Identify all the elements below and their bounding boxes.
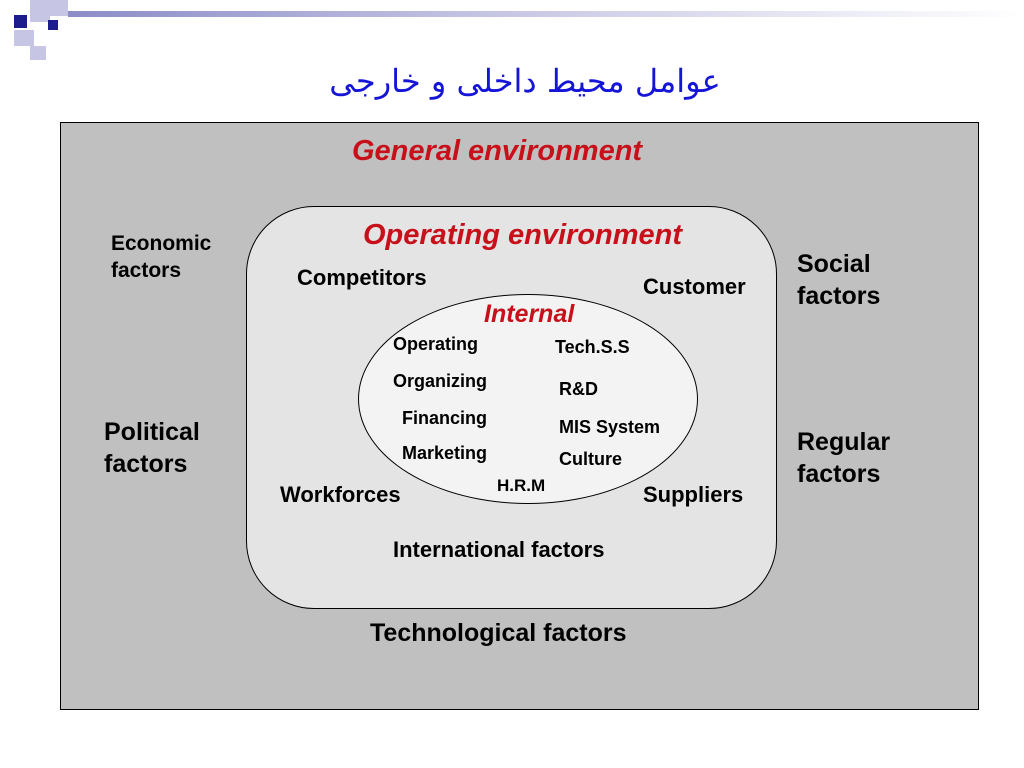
decor-square-lavender-3 bbox=[14, 30, 34, 46]
internal-item-organizing: Organizing bbox=[393, 371, 487, 391]
suppliers-label: Suppliers bbox=[643, 482, 744, 507]
internal-item-marketing: Marketing bbox=[402, 443, 488, 463]
internal-item-culture: Culture bbox=[559, 449, 622, 469]
internal-item-rd: R&D bbox=[559, 379, 598, 399]
decor-square-lavender-4 bbox=[30, 46, 46, 60]
internal-item-financing: Financing bbox=[402, 408, 487, 428]
decor-square-lavender-2 bbox=[50, 0, 68, 16]
technological-factors-label: Technological factors bbox=[370, 619, 627, 647]
decor-square-lavender-1 bbox=[30, 0, 50, 22]
internal-item-operating: Operating bbox=[393, 334, 479, 354]
international-factors-label: International factors bbox=[393, 537, 605, 562]
general-environment-label: General environment bbox=[352, 135, 643, 167]
operating-environment-label: Operating environment bbox=[363, 219, 683, 251]
competitors-label: Competitors bbox=[297, 265, 427, 290]
internal-item-mis-system: MIS System bbox=[559, 417, 661, 437]
internal-item-hrm: H.R.M bbox=[497, 476, 546, 495]
decor-square-navy-2 bbox=[48, 20, 58, 30]
political-factors-label: Political factors bbox=[104, 418, 200, 478]
title-rule bbox=[68, 11, 1024, 17]
workforces-label: Workforces bbox=[280, 482, 401, 507]
internal-label: Internal bbox=[484, 300, 575, 328]
regular-factors-label: Regular factors bbox=[797, 428, 891, 488]
customer-label: Customer bbox=[643, 274, 746, 299]
economic-factors-label: Economic factors bbox=[111, 232, 212, 283]
slide-title: عوامل محیط داخلی و خارجی bbox=[329, 62, 721, 100]
decor-square-navy-1 bbox=[14, 15, 27, 28]
social-factors-label: Social factors bbox=[797, 250, 881, 310]
internal-item-tech-ss: Tech.S.S bbox=[555, 337, 630, 357]
